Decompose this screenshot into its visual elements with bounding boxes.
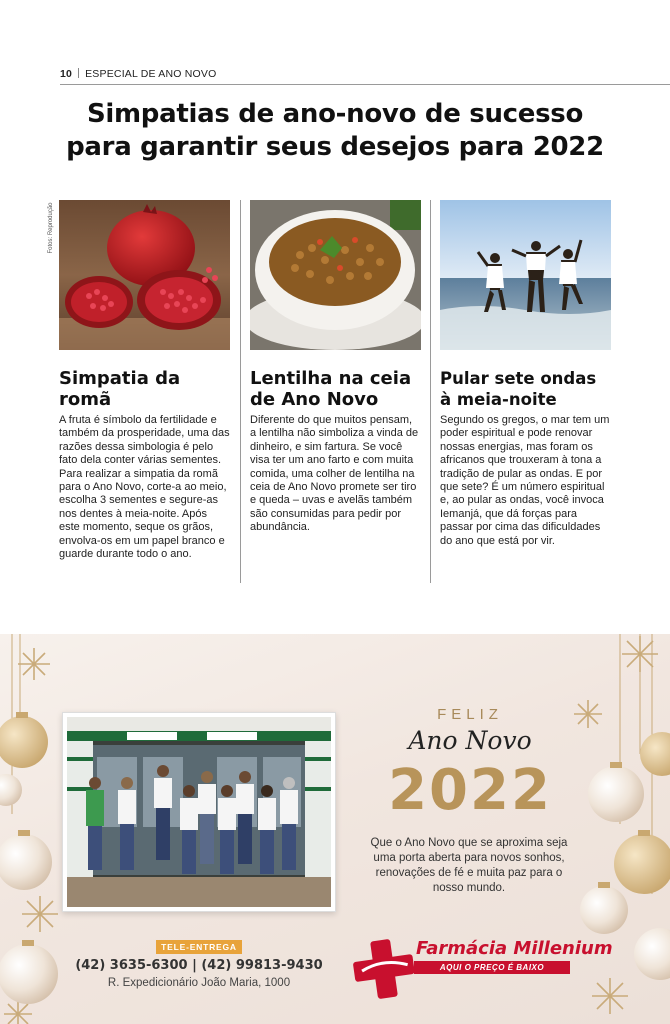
- ano-novo-script: Ano Novo: [408, 726, 532, 755]
- brand-tagline: AQUI O PREÇO É BAIXO: [414, 961, 570, 974]
- storefront-team-photo: [62, 712, 336, 912]
- article-body: Segundo os gregos, o mar tem um poder espiritual e pode renovar nossas energias, mas foram os africanos que trouxeram à tona a tradição de pular as ondas. E por que sete? É um número espiritual e, ao pular as ondas, você invoca Iemanjá, que dá forças para passar por cima das dificuldades do ano que está por vir.: [440, 414, 610, 547]
- pomegranate-photo: [59, 200, 230, 350]
- page-title-line-1: Simpatias de ano-novo de sucesso: [86, 99, 584, 129]
- header-rule: [60, 84, 670, 85]
- article-heading: Lentilha na ceia de Ano Novo: [250, 368, 412, 410]
- article-heading: Simpatia da romã: [59, 368, 181, 410]
- article-pomegranate: [59, 200, 230, 561]
- photo-credit-text: Fotos: Reprodução: [48, 202, 54, 254]
- brand-name: Farmácia Millenium: [416, 938, 613, 959]
- year-2022: 2022: [388, 758, 552, 823]
- article-lentils: [250, 200, 421, 535]
- pharmacy-ad: [0, 634, 670, 1024]
- photo-credit: [46, 200, 56, 260]
- article-waves: [440, 200, 611, 548]
- lentils-photo: [250, 200, 421, 350]
- page-number: 10: [60, 68, 73, 80]
- article-heading: Pular sete ondas à meia-noite: [440, 369, 597, 409]
- article-body: Diferente do que muitos pensam, a lentilha não simboliza a vinda de dinheiro, e sim fartura. Se você visa ter um ano farto e com muita comida, uma colher de lentilha na ceia de Ano Novo promete ser tiro e queda – uvas e avelãs também são consumidas para pedir por abundância.: [250, 414, 419, 534]
- feliz-text: FELIZ: [437, 706, 503, 723]
- store-address: R. Expedicionário João Maria, 1000: [107, 977, 291, 989]
- pharmacy-logo: [352, 934, 613, 1004]
- article-body: A fruta é símbolo da fertilidade e também da prosperidade, uma das razões dessa simbologia é pelo fato dela conter várias sementes. Para realizar a simpatia da romã para o Ano Novo, corte-a ao meio, escolha 3 sementes e segure-as nos dentes à meia-noite. Após este momento, seque os grãos, envolva-os em um papel branco e guarde durante todo o ano.: [59, 414, 230, 561]
- tele-entrega-badge: TELE-ENTREGA: [156, 940, 242, 954]
- page-title-line-2: para garantir seus desejos para 2022: [66, 132, 604, 162]
- section-name: ESPECIAL DE ANO NOVO: [85, 68, 217, 80]
- page-title: [30, 98, 640, 164]
- beach-photo: [440, 200, 611, 350]
- phone-numbers: (42) 3635-6300 | (42) 99813-9430: [75, 958, 323, 973]
- new-year-message: Que o Ano Novo que se aproxima seja uma porta aberta para novos sonhos, renovações de fé e muita paz para o nosso mundo.: [370, 837, 568, 894]
- page-header: [60, 68, 670, 84]
- cross-icon: [352, 934, 416, 1004]
- column-divider: [240, 200, 241, 583]
- column-divider: [430, 200, 431, 583]
- header-separator: [78, 68, 79, 78]
